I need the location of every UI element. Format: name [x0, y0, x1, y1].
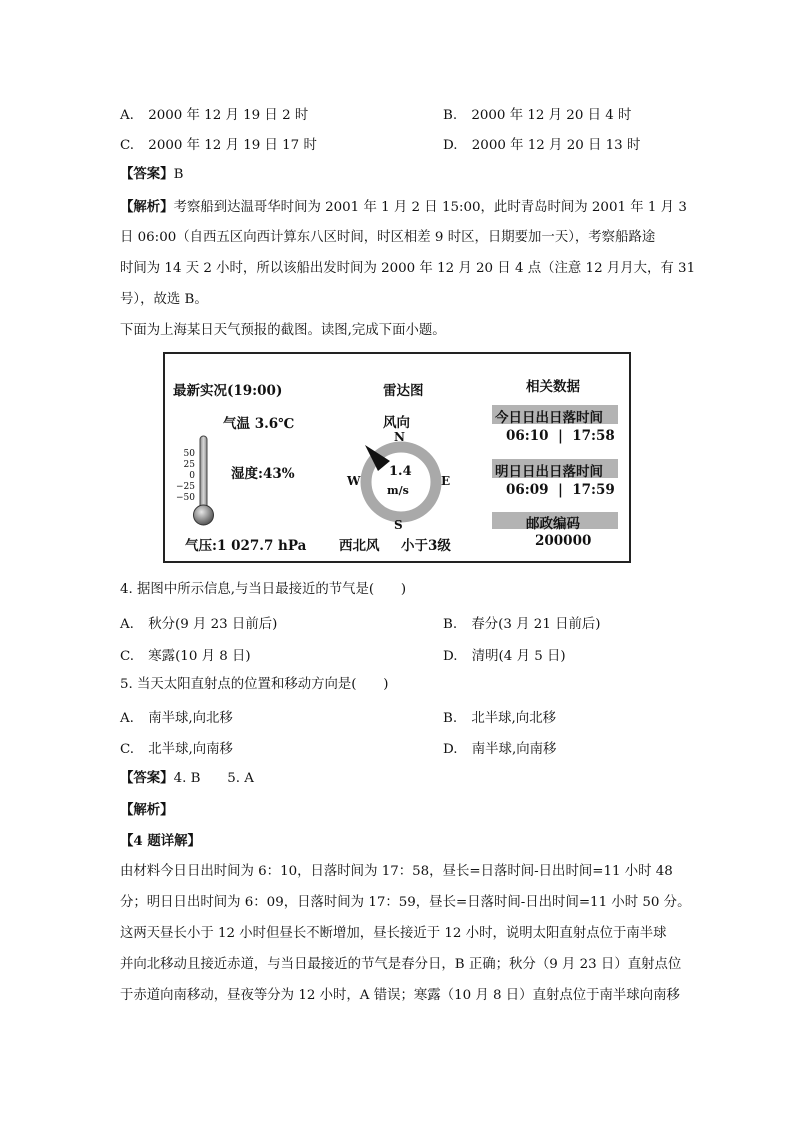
option-text: 寒露(10 月 8 日)	[148, 649, 251, 664]
compass-e: E	[441, 474, 451, 488]
option-label: B.	[443, 108, 458, 123]
q4-option-d	[443, 645, 566, 664]
humidity-label: 湿度:43%	[231, 466, 295, 482]
analysis-line-4: 并向北移动且接近赤道，与当日最接近的节气是春分日，B 正确；秋分（9 月 23 日）直射点位	[120, 957, 682, 972]
postcode-value: 200000	[535, 533, 592, 549]
related-data-title: 相关数据	[526, 379, 580, 395]
tomorrow-sun-label: 明日日出日落时间	[495, 464, 603, 480]
option-text: 南半球,向北移	[148, 711, 233, 726]
analysis-line-3: 这两天昼长小于 12 小时但昼长不断增加，昼长接近于 12 小时，说明太阳直射点位于南半球	[120, 926, 667, 941]
thermometer-icon	[191, 432, 221, 528]
prev-analysis-line-1	[120, 197, 687, 218]
prev-analysis-line-3: 时间为 14 天 2 小时，所以该船出发时间为 2000 年 12 月 20 日 4 点（注意 12 月月大，有 31	[120, 261, 696, 276]
option-text: 2000 年 12 月 19 日 17 时	[148, 138, 317, 153]
q5-option-a	[120, 707, 233, 726]
option-label: D.	[443, 138, 458, 153]
option-label: B.	[443, 617, 458, 632]
option-text: 北半球,向南移	[148, 742, 233, 757]
option-text: 2000 年 12 月 19 日 2 时	[148, 108, 309, 123]
wind-summary-direction: 西北风	[339, 538, 380, 554]
q5-option-d	[443, 738, 556, 757]
wind-summary-level: 小于3级	[401, 538, 451, 554]
q4-option-b	[443, 613, 601, 632]
q5-stem: 5. 当天太阳直射点的位置和移动方向是( )	[120, 677, 389, 692]
wind-direction-label: 风向	[383, 415, 410, 431]
option-label: A.	[120, 711, 134, 726]
q4-option-a	[120, 613, 277, 632]
option-text: 2000 年 12 月 20 日 13 时	[471, 138, 641, 153]
prev-option-d	[443, 134, 640, 153]
pressure-label: 气压:1 027.7 hPa	[185, 538, 307, 554]
prev-option-c	[120, 134, 317, 153]
wind-speed-unit: m/s	[387, 484, 409, 497]
today-sun-times: 06:10 | 17:58	[506, 428, 615, 444]
prev-analysis-line-2: 日 06:00（自西五区向西计算东八区时间，时区相差 9 时区，日期要加一天），考察船路途	[120, 230, 656, 245]
compass-s: S	[394, 518, 403, 532]
answers-line	[120, 768, 254, 789]
analysis-line-2: 分；明日日出时间为 6：09，日落时间为 17：59，昼长=日落时间-日出时间=11 小时 50 分。	[120, 895, 691, 910]
prev-answer	[120, 164, 183, 185]
option-text: 2000 年 12 月 20 日 4 时	[471, 108, 632, 123]
option-label: B.	[443, 711, 458, 726]
wind-speed-value: 1.4	[389, 464, 412, 479]
compass-n: N	[394, 430, 405, 444]
answer-value: B	[173, 167, 184, 182]
intro-text: 下面为上海某日天气预报的截图。读图,完成下面小题。	[120, 323, 446, 338]
weather-figure	[163, 352, 631, 563]
thermo-tick: −50	[176, 493, 195, 503]
q4-option-c	[120, 645, 251, 664]
option-label: D.	[443, 649, 458, 664]
q5-option-b	[443, 707, 556, 726]
option-text: 春分(3 月 21 日前后)	[471, 617, 601, 632]
option-text: 秋分(9 月 23 日前后)	[148, 617, 278, 632]
option-label: C.	[120, 649, 135, 664]
analysis-line-1: 由材料今日日出时间为 6：10，日落时间为 17：58，昼长=日落时间-日出时间=11 小时 48	[120, 864, 673, 879]
analysis-tag: 【解析】	[120, 802, 174, 818]
option-label: D.	[443, 742, 458, 757]
thermo-tick: 50	[183, 449, 195, 459]
answer-tag: 【答案】	[120, 166, 174, 182]
q4-detail-tag: 【4 题详解】	[120, 833, 201, 849]
radar-title: 雷达图	[383, 383, 424, 399]
thermo-tick: 25	[183, 460, 195, 470]
option-text: 南半球,向南移	[471, 742, 557, 757]
q4-stem: 4. 据图中所示信息,与当日最接近的节气是( )	[120, 582, 407, 597]
option-text: 清明(4 月 5 日)	[471, 649, 566, 664]
option-text: 北半球,向北移	[471, 711, 556, 726]
prev-analysis-line-4: 号），故选 B。	[120, 292, 208, 307]
latest-title: 最新实况(19:00)	[173, 383, 283, 399]
q5-option-c	[120, 738, 233, 757]
option-label: A.	[120, 617, 134, 632]
tomorrow-sun-times: 06:09 | 17:59	[506, 482, 615, 498]
analysis-tag: 【解析】	[120, 199, 174, 215]
prev-option-a	[120, 104, 308, 123]
temperature-label: 气温 3.6℃	[223, 416, 295, 432]
answer-tag: 【答案】	[120, 770, 174, 786]
prev-option-b	[443, 104, 631, 123]
option-label: C.	[120, 138, 135, 153]
postcode-label: 邮政编码	[526, 516, 580, 532]
today-sun-label: 今日日出日落时间	[495, 410, 603, 426]
answer-value: 4. B 5. A	[173, 771, 254, 786]
option-label: A.	[120, 108, 134, 123]
thermo-tick: 0	[189, 471, 195, 481]
compass-w: W	[347, 474, 361, 488]
thermo-tick: −25	[176, 482, 195, 492]
option-label: C.	[120, 742, 135, 757]
analysis-line-5: 于赤道向南移动，昼夜等分为 12 小时，A 错误；寒露（10 月 8 日）直射点位于南半球向南移	[120, 988, 680, 1003]
analysis-text: 考察船到达温哥华时间为 2001 年 1 月 2 日 15:00，此时青岛时间为 2001 年 1 月 3	[173, 200, 687, 215]
